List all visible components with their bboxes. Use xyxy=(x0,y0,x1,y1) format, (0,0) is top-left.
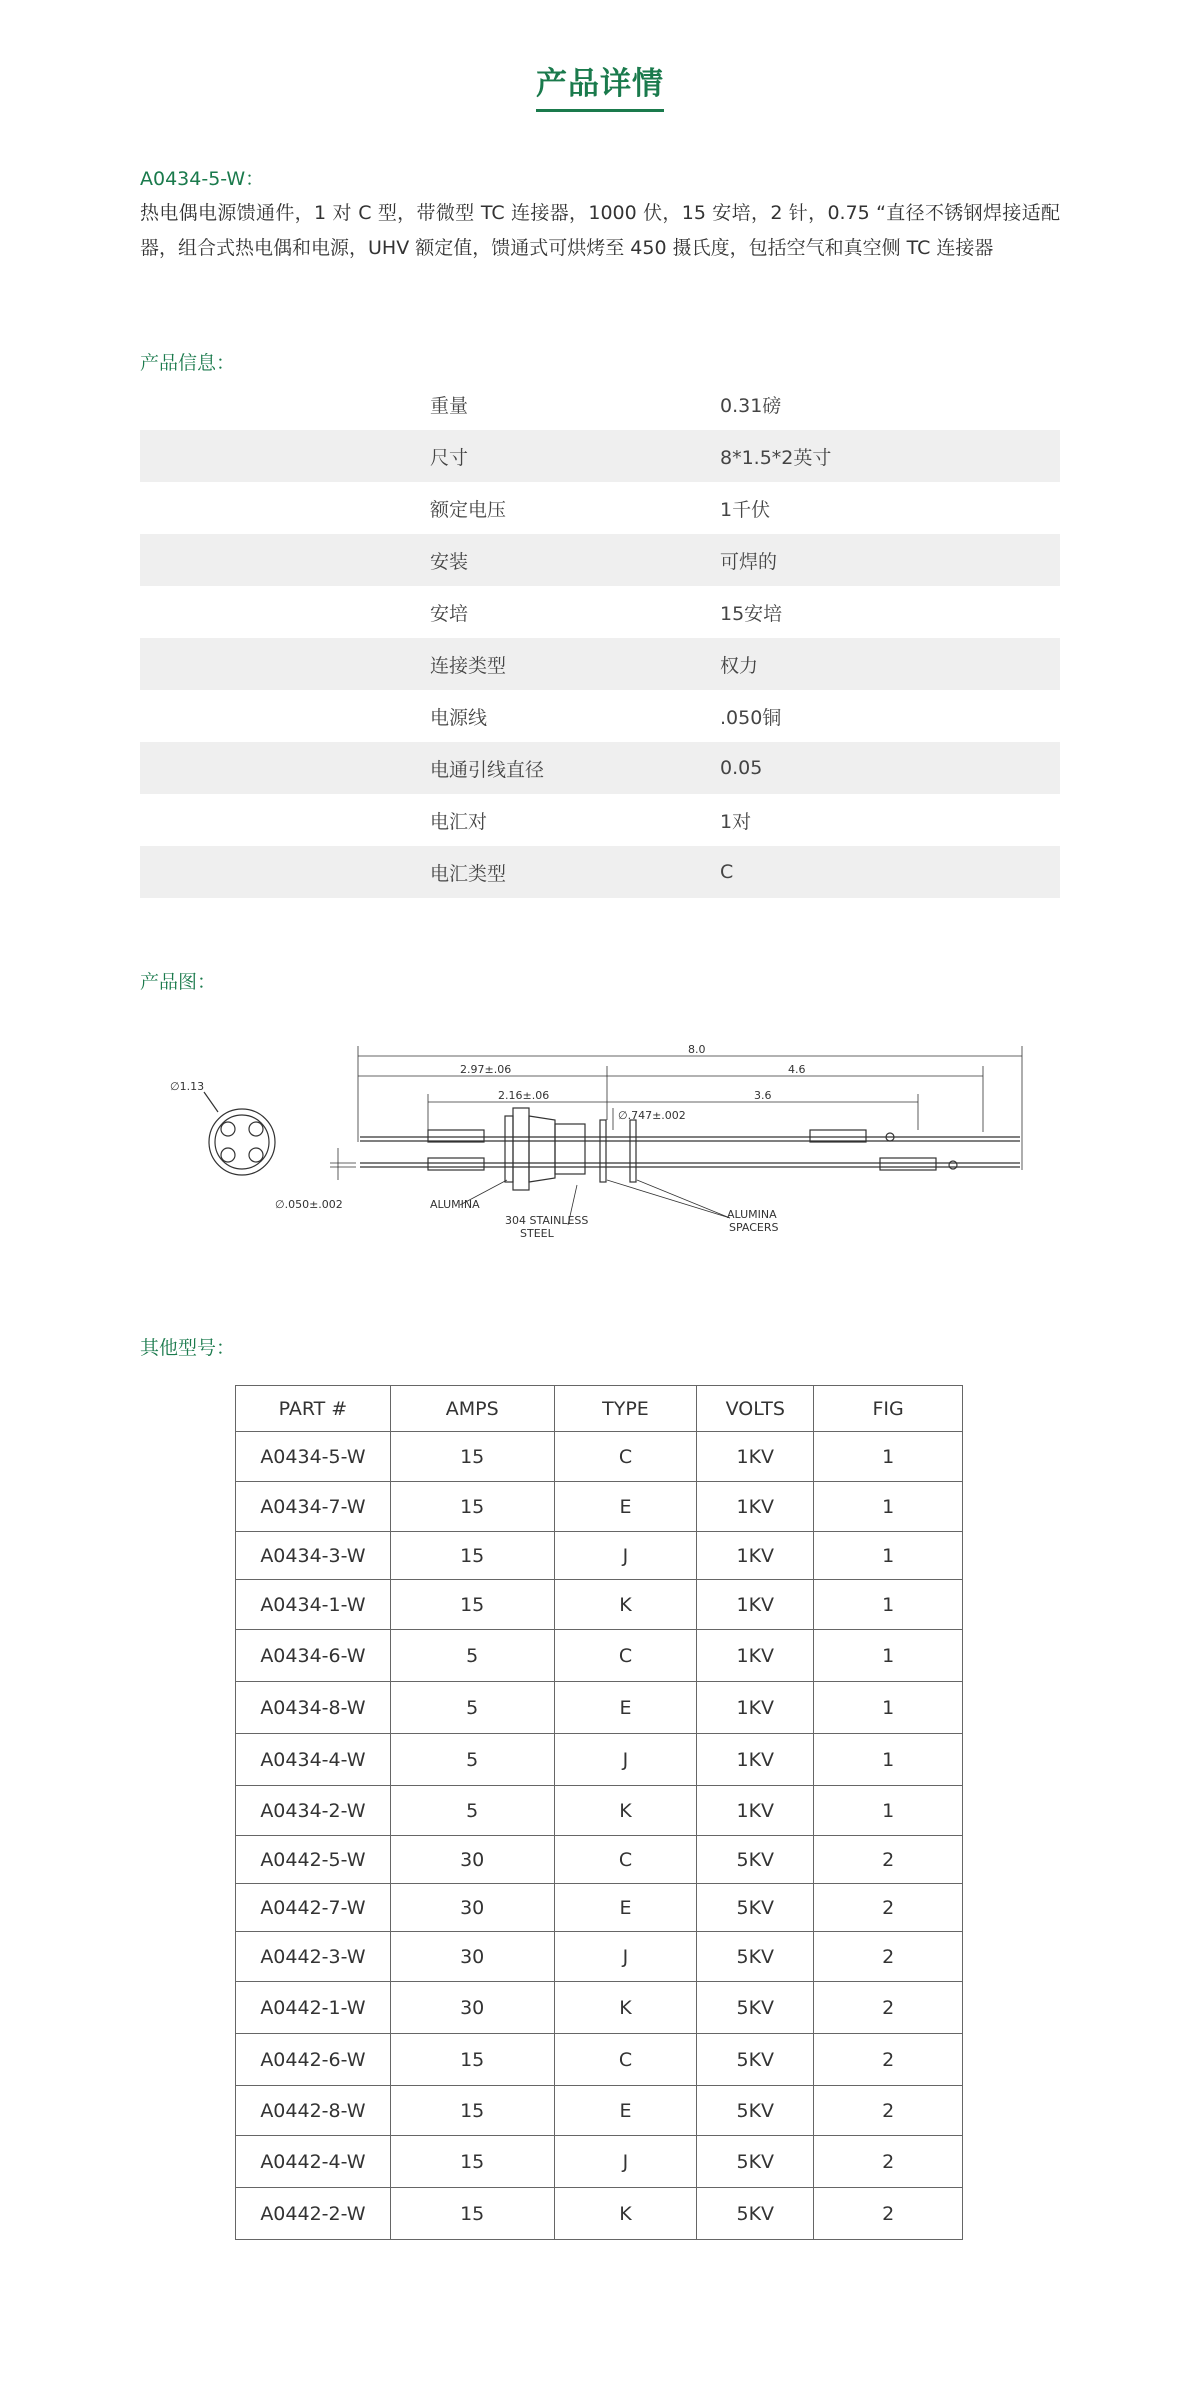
table-cell: A0442-8-W xyxy=(236,2086,391,2136)
column-header: AMPS xyxy=(390,1386,554,1432)
table-cell: 1 xyxy=(814,1682,963,1734)
table-cell: 5 xyxy=(390,1682,554,1734)
table-cell: 15 xyxy=(390,2188,554,2240)
table-row xyxy=(236,2136,963,2188)
table-cell: 2 xyxy=(814,2136,963,2188)
table-cell: 1KV xyxy=(697,1532,814,1580)
model-number: A0434-5-W： xyxy=(140,168,265,190)
table-cell: E xyxy=(554,1482,697,1532)
table-cell: 2 xyxy=(814,1982,963,2034)
connector-left xyxy=(428,1130,484,1142)
dim-a-label: 2.97±.06 xyxy=(460,1063,512,1076)
table-cell: 1 xyxy=(814,1482,963,1532)
info-key: 重量 xyxy=(430,394,469,417)
column-header: VOLTS xyxy=(697,1386,814,1432)
table-cell: J xyxy=(554,1532,697,1580)
table-cell: 2 xyxy=(814,2034,963,2086)
info-value: 15安培 xyxy=(720,602,783,625)
table-cell: 30 xyxy=(390,1836,554,1884)
table-cell: 1 xyxy=(814,1432,963,1482)
info-row xyxy=(140,534,1060,586)
pin-circle xyxy=(221,1148,235,1162)
table-cell: 15 xyxy=(390,2086,554,2136)
page-title-wrap xyxy=(0,58,1200,112)
alumina-spacer xyxy=(630,1120,636,1182)
info-row xyxy=(140,638,1060,690)
table-cell: 1 xyxy=(814,1630,963,1682)
table-cell: 30 xyxy=(390,1982,554,2034)
info-value: 可焊的 xyxy=(720,550,778,573)
info-value: 权力 xyxy=(720,654,759,677)
table-cell: A0442-3-W xyxy=(236,1932,391,1982)
table-cell: 1 xyxy=(814,1532,963,1580)
pin-circle xyxy=(221,1122,235,1136)
connector-right xyxy=(880,1158,936,1170)
table-cell: 15 xyxy=(390,1432,554,1482)
info-value: 1千伏 xyxy=(720,498,771,521)
table-cell: 2 xyxy=(814,2188,963,2240)
info-key: 电汇对 xyxy=(430,810,488,833)
table-cell: 2 xyxy=(814,1932,963,1982)
info-value: 0.31磅 xyxy=(720,394,782,417)
table-cell: A0442-1-W xyxy=(236,1982,391,2034)
leader-line xyxy=(204,1092,218,1112)
table-cell: C xyxy=(554,1630,697,1682)
models-table xyxy=(235,1385,963,2240)
dim-d-label: 3.6 xyxy=(754,1089,772,1102)
table-row xyxy=(236,2086,963,2136)
column-header: FIG xyxy=(814,1386,963,1432)
table-row xyxy=(236,1630,963,1682)
table-cell: 1 xyxy=(814,1734,963,1786)
connector-right xyxy=(810,1130,866,1142)
leader-line xyxy=(637,1180,730,1218)
info-value: 1对 xyxy=(720,810,752,833)
table-cell: A0434-3-W xyxy=(236,1532,391,1580)
table-cell: K xyxy=(554,1786,697,1836)
section-label-others: 其他型号： xyxy=(140,1337,236,1359)
info-key: 连接类型 xyxy=(430,654,507,677)
product-description: 热电偶电源馈通件，1 对 C 型，带微型 TC 连接器，1000 伏，15 安培，2 针，0.75 “直径不锈钢焊接适配器，组合式热电偶和电源，UHV 额定值，馈通式可烘烤至 450 摄氏度，包括空气和真空侧 TC 连接器 xyxy=(140,202,1060,259)
info-row xyxy=(140,846,1060,898)
table-cell: C xyxy=(554,1432,697,1482)
table-cell: A0434-5-W xyxy=(236,1432,391,1482)
table-row xyxy=(236,1482,963,1532)
info-row xyxy=(140,482,1060,534)
info-row xyxy=(140,586,1060,638)
info-key: 尺寸 xyxy=(430,446,469,469)
table-cell: E xyxy=(554,2086,697,2136)
info-row xyxy=(140,742,1060,794)
page-title: 产品详情 xyxy=(536,58,664,112)
flange xyxy=(513,1108,529,1190)
dim-c-label: 4.6 xyxy=(788,1063,806,1076)
table-header-row xyxy=(236,1386,963,1432)
table-cell: A0442-6-W xyxy=(236,2034,391,2086)
table-row xyxy=(236,1982,963,2034)
table-cell: 30 xyxy=(390,1932,554,1982)
steel-adapter xyxy=(529,1116,555,1182)
label-alumina: ALUMINA xyxy=(430,1198,480,1211)
dim-b-label: 2.16±.06 xyxy=(498,1089,550,1102)
table-cell: 2 xyxy=(814,1836,963,1884)
table-cell: 5KV xyxy=(697,1932,814,1982)
info-key: 额定电压 xyxy=(430,498,507,521)
label-spacers: SPACERS xyxy=(729,1221,779,1234)
table-cell: 5 xyxy=(390,1734,554,1786)
info-row xyxy=(140,690,1060,742)
table-cell: 5KV xyxy=(697,1982,814,2034)
table-cell: C xyxy=(554,1836,697,1884)
dim-total-label: 8.0 xyxy=(688,1043,706,1056)
side-view-group xyxy=(360,1108,1020,1190)
info-table xyxy=(140,378,1060,898)
table-row xyxy=(236,1836,963,1884)
table-cell: 1 xyxy=(814,1580,963,1630)
table-cell: 30 xyxy=(390,1884,554,1932)
dim-flange-label: ∅.747±.002 xyxy=(618,1109,686,1122)
table-cell: 5KV xyxy=(697,2188,814,2240)
table-cell: E xyxy=(554,1884,697,1932)
table-row xyxy=(236,1786,963,1836)
label-spacers: ALUMINA xyxy=(727,1208,777,1221)
column-header: PART # xyxy=(236,1386,391,1432)
table-row xyxy=(236,1532,963,1580)
table-cell: 15 xyxy=(390,1532,554,1580)
table-cell: 5KV xyxy=(697,2136,814,2188)
table-row xyxy=(236,1682,963,1734)
pin-end xyxy=(949,1161,957,1169)
table-cell: A0442-2-W xyxy=(236,2188,391,2240)
table-cell: A0434-6-W xyxy=(236,1630,391,1682)
table-cell: 15 xyxy=(390,2136,554,2188)
section-label-diagram: 产品图： xyxy=(140,971,217,993)
info-value: .050铜 xyxy=(720,706,782,729)
table-cell: A0442-5-W xyxy=(236,1836,391,1884)
info-value: 0.05 xyxy=(720,757,763,779)
table-cell: K xyxy=(554,1580,697,1630)
table-cell: 1KV xyxy=(697,1482,814,1532)
alumina-spacer xyxy=(600,1120,606,1182)
pin-circle xyxy=(249,1122,263,1136)
dim-wire-label: ∅.050±.002 xyxy=(275,1198,343,1211)
product-drawing xyxy=(160,1020,1040,1250)
table-cell: K xyxy=(554,1982,697,2034)
table-cell: 15 xyxy=(390,2034,554,2086)
table-cell: E xyxy=(554,1682,697,1734)
info-key: 安装 xyxy=(430,550,469,573)
end-view-group xyxy=(204,1092,275,1175)
table-cell: 1KV xyxy=(697,1432,814,1482)
table-cell: A0434-4-W xyxy=(236,1734,391,1786)
table-cell: A0434-1-W xyxy=(236,1580,391,1630)
table-cell: A0442-4-W xyxy=(236,2136,391,2188)
table-cell: 5KV xyxy=(697,2034,814,2086)
table-cell: 1KV xyxy=(697,1786,814,1836)
table-cell: 5KV xyxy=(697,2086,814,2136)
table-cell: J xyxy=(554,1932,697,1982)
table-cell: 1KV xyxy=(697,1734,814,1786)
table-cell: 1KV xyxy=(697,1630,814,1682)
table-cell: 5KV xyxy=(697,1836,814,1884)
table-row xyxy=(236,2188,963,2240)
table-cell: 15 xyxy=(390,1482,554,1532)
table-cell: K xyxy=(554,2188,697,2240)
info-key: 电汇类型 xyxy=(430,862,507,885)
section-label-info: 产品信息： xyxy=(140,352,236,374)
info-row xyxy=(140,430,1060,482)
table-row xyxy=(236,1932,963,1982)
table-cell: J xyxy=(554,2136,697,2188)
table-cell: 1 xyxy=(814,1786,963,1836)
info-key: 电通引线直径 xyxy=(430,758,545,781)
table-cell: 5KV xyxy=(697,1884,814,1932)
table-cell: A0434-7-W xyxy=(236,1482,391,1532)
connector-left xyxy=(428,1158,484,1170)
table-cell: 15 xyxy=(390,1580,554,1630)
column-header: TYPE xyxy=(554,1386,697,1432)
end-view-inner-circle xyxy=(215,1115,269,1169)
info-value: C xyxy=(720,861,734,883)
info-row xyxy=(140,794,1060,846)
alumina-insulator xyxy=(505,1116,513,1182)
info-key: 安培 xyxy=(430,602,469,625)
table-cell: J xyxy=(554,1734,697,1786)
label-steel: STEEL xyxy=(520,1227,554,1240)
table-cell: 1KV xyxy=(697,1580,814,1630)
info-key: 电源线 xyxy=(430,706,488,729)
table-cell: A0434-8-W xyxy=(236,1682,391,1734)
table-row xyxy=(236,1580,963,1630)
table-cell: A0434-2-W xyxy=(236,1786,391,1836)
label-outer-diameter: ∅1.13 xyxy=(170,1080,205,1093)
leader-line xyxy=(607,1180,730,1218)
table-row xyxy=(236,1884,963,1932)
table-cell: 2 xyxy=(814,1884,963,1932)
table-cell: C xyxy=(554,2034,697,2086)
table-cell: A0442-7-W xyxy=(236,1884,391,1932)
info-value: 8*1.5*2英寸 xyxy=(720,446,832,469)
table-cell: 5 xyxy=(390,1630,554,1682)
table-row xyxy=(236,1734,963,1786)
info-row xyxy=(140,378,1060,430)
table-cell: 5 xyxy=(390,1786,554,1836)
table-cell: 1KV xyxy=(697,1682,814,1734)
end-view-outer-circle xyxy=(209,1109,275,1175)
pin-circle xyxy=(249,1148,263,1162)
label-steel: 304 STAINLESS xyxy=(505,1214,589,1227)
table-row xyxy=(236,1432,963,1482)
table-row xyxy=(236,2034,963,2086)
table-cell: 2 xyxy=(814,2086,963,2136)
